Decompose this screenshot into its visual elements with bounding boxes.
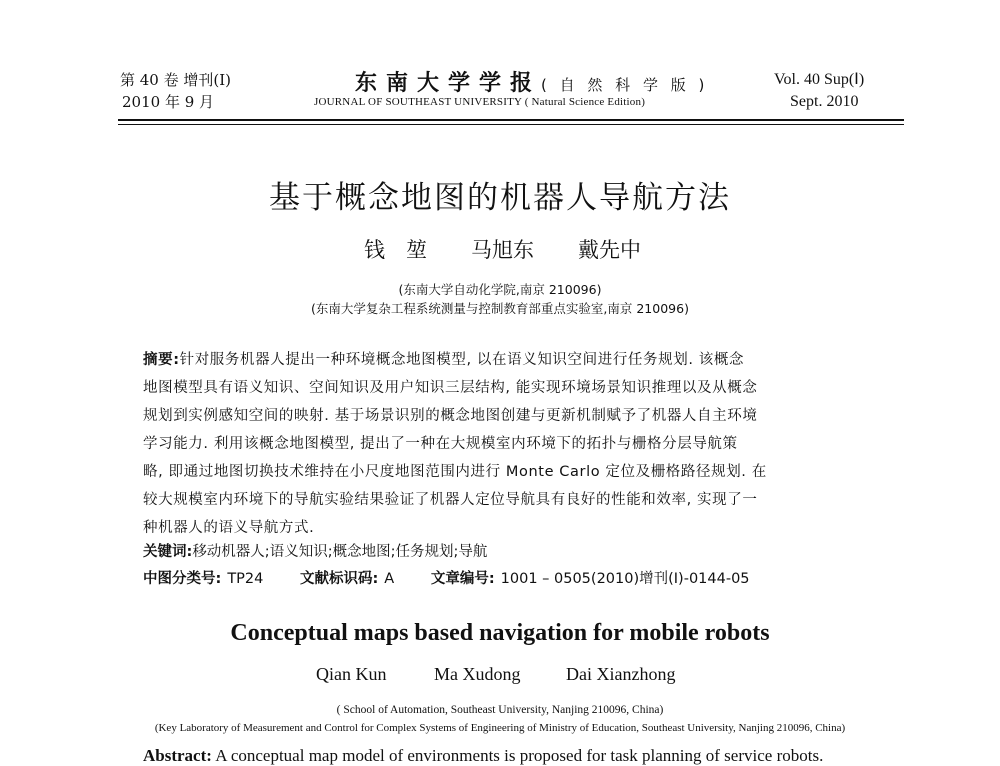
abstract-cn-line: 规划到实例感知空间的映射. 基于场景识别的概念地图创建与更新机制赋予了机器人自主环境 bbox=[143, 408, 758, 424]
journal-edition-cn: ( 自 然 科 学 版 ) bbox=[541, 76, 709, 94]
clc-label: 中图分类号: bbox=[143, 571, 222, 587]
journal-title-en: JOURNAL OF SOUTHEAST UNIVERSITY ( Natural Science Edition) bbox=[314, 96, 646, 108]
doc-code-value: A bbox=[384, 571, 395, 587]
author-cn-1: 钱 堃 bbox=[364, 238, 427, 262]
abstract-cn-line: 学习能力. 利用该概念地图模型, 提出了一种在大规模室内环境下的拓扑与栅格分层导航策 bbox=[143, 436, 738, 452]
header-date-en: Sept. 2010 bbox=[790, 93, 859, 110]
author-en-1: Qian Kun bbox=[316, 664, 387, 684]
abstract-en-text: A conceptual map model of environments is proposed for task planning of service robots. bbox=[215, 746, 824, 765]
author-cn-2: 马旭东 bbox=[471, 238, 534, 262]
author-cn-3: 戴先中 bbox=[578, 238, 641, 262]
abstract-cn-line: 较大规模室内环境下的导航实验结果验证了机器人定位导航具有良好的性能和效率, 实现了一 bbox=[143, 492, 758, 508]
classification-line bbox=[143, 567, 750, 588]
author-en-3: Dai Xianzhong bbox=[566, 664, 676, 684]
keywords-value: 移动机器人;语义知识;概念地图;任务规划;导航 bbox=[192, 544, 488, 560]
author-en-2: Ma Xudong bbox=[434, 664, 521, 684]
abstract-en bbox=[143, 746, 823, 766]
abstract-cn-line: 略, 即通过地图切换技术维持在小尺度地图范围内进行 Monte Carlo 定位及栅格路径规划. 在 bbox=[143, 464, 767, 480]
article-no-value: 1001 – 0505(2010)增刊(Ⅰ)-0144-05 bbox=[500, 571, 750, 587]
header-volume-en: Vol. 40 Sup(Ⅰ) bbox=[774, 71, 865, 88]
abstract-cn-line: 地图模型具有语义知识、空间知识及用户知识三层结构, 能实现环境场景知识推理以及从概念 bbox=[143, 380, 758, 396]
affiliation-cn-2: (东南大学复杂工程系统测量与控制教育部重点实验室,南京 210096) bbox=[311, 301, 689, 316]
keywords-line bbox=[143, 540, 487, 561]
keywords-label: 关键词: bbox=[143, 544, 193, 560]
header-date-cn: 2010 年 9 月 bbox=[122, 93, 215, 111]
header-volume-cn: 第 40 卷 增刊(Ⅰ) bbox=[120, 71, 232, 89]
header-rule-thin bbox=[118, 124, 904, 125]
journal-title-cn bbox=[355, 66, 708, 97]
abstract-cn bbox=[143, 346, 873, 542]
abstract-en-label: Abstract: bbox=[143, 746, 212, 765]
affiliation-en-2: (Key Laboratory of Measurement and Control for Complex Systems of Engineering of Ministry of Education, Southeast University, Nanjing 210096, China) bbox=[154, 722, 846, 734]
journal-name-cn: 东南大学学报 bbox=[355, 71, 542, 96]
affiliation-en-1: ( School of Automation, Southeast University, Nanjing 210096, China) bbox=[336, 704, 664, 716]
doc-code-label: 文献标识码: bbox=[299, 571, 379, 587]
clc-value: TP24 bbox=[227, 571, 264, 587]
header-rule-thick bbox=[118, 119, 904, 121]
abstract-cn-line: 种机器人的语义导航方式. bbox=[143, 520, 315, 536]
affiliation-cn-1: (东南大学自动化学院,南京 210096) bbox=[398, 282, 602, 297]
article-no-label: 文章编号: bbox=[430, 571, 495, 587]
abstract-cn-label: 摘要: bbox=[143, 352, 180, 368]
abstract-cn-line bbox=[143, 346, 873, 374]
paper-title-en: Conceptual maps based navigation for mobile robots bbox=[230, 620, 770, 646]
abstract-cn-text: 针对服务机器人提出一种环境概念地图模型, 以在语义知识空间进行任务规划. 该概念 bbox=[179, 352, 745, 368]
paper-title-cn: 基于概念地图的机器人导航方法 bbox=[269, 180, 731, 216]
